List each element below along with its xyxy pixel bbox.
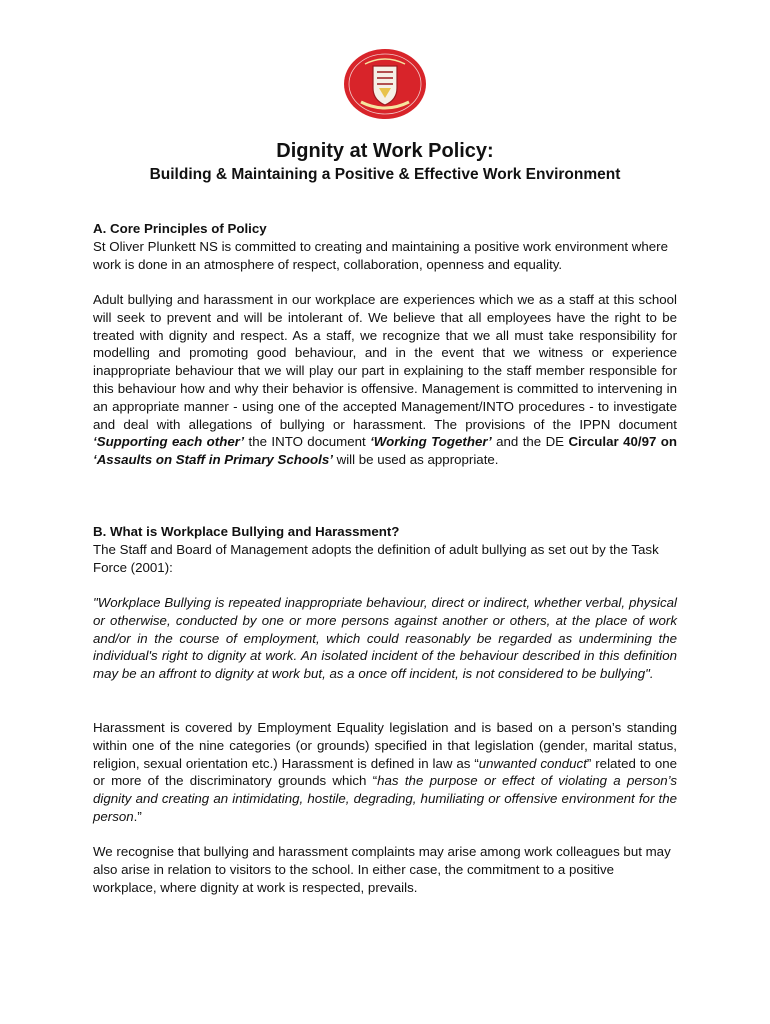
harassment-paragraph-block	[93, 719, 677, 826]
harassment-mid: ” related to one or more of the discriminatory grounds which “	[93, 755, 677, 789]
harassment-text: Harassment is covered by Employment Equality legislation and is based on a person’s standing within one of the nine categories (or grounds) specified in that legislation (gender, marital status, religion, sexual orientation etc.) Harassment is defined in law as “	[93, 720, 677, 771]
para2-mid-1: the INTO document	[244, 434, 371, 450]
ippn-document-ref: ‘Supporting each other’	[93, 434, 245, 450]
bullying-definition-quote-block	[93, 594, 677, 683]
section-a-paragraph-2	[93, 291, 677, 469]
section-b-paragraph-1: The Staff and Board of Management adopts the definition of adult bullying as set out by the Task Force (2001):	[93, 541, 659, 575]
school-crest-logo	[343, 48, 427, 120]
harassment-definition: has the purpose or effect of violating a person’s dignity and creating an intimidating, hostile, degrading, humiliating or offensive environment for the person	[93, 773, 677, 824]
section-a-paragraph-2-block	[93, 291, 677, 469]
circular-ref: Circular 40/97 on	[568, 434, 677, 450]
section-b	[93, 523, 677, 576]
para2-text: Adult bullying and harassment in our workplace are experiences which we as a staff at this school will seek to prevent and will be intolerant of. We believe that all employees have the right to be treated with dignity and respect. As a staff, we recognize that we all must take responsibility for modelling and promoting good behaviour, and in the event that we witness or experience inappropriate behaviour that we will play our part in explaining to the staff member responsible for this behaviour how and why their behavior is offensive. Management is committed to intervening in an appropriate manner - using one of the accepted Management/INTO procedures - to investigate and deal with allegations of bullying or harassment. The provisions of the IPPN document	[93, 292, 677, 432]
section-a-paragraph-1: St Oliver Plunkett NS is committed to creating and maintaining a positive work environment where work is done in an atmosphere of respect, collaboration, openness and equality.	[93, 238, 668, 272]
visitors-paragraph: We recognise that bullying and harassment complaints may arise among work colleagues but may also arise in relation to visitors to the school. In either case, the commitment to a positive workplace, where dignity at work is respected, prevails.	[93, 844, 671, 895]
section-a	[93, 220, 677, 273]
document-subtitle: Building & Maintaining a Positive & Effective Work Environment	[149, 166, 621, 183]
para2-mid-2: and the DE	[491, 434, 569, 450]
unwanted-conduct-term: unwanted conduct	[478, 755, 587, 771]
document-title: Dignity at Work Policy:	[276, 140, 494, 162]
harassment-end: .”	[133, 808, 142, 824]
visitors-paragraph-block	[93, 843, 677, 896]
para2-end: will be used as appropriate.	[332, 452, 499, 468]
into-document-ref: ‘Working Together’	[370, 434, 492, 450]
section-b-heading: B. What is Workplace Bullying and Harassment?	[93, 524, 400, 539]
assaults-doc-ref: ‘Assaults on Staff in Primary Schools’	[93, 452, 333, 468]
section-a-heading: A. Core Principles of Policy	[93, 221, 267, 236]
bullying-definition-quote: "Workplace Bullying is repeated inappropriate behaviour, direct or indirect, whether verbal, physical or otherwise, conducted by one or more persons against another or others, at the place of work and/or in the course of employment, which could reasonably be regarded as undermining the individual's right to dignity at work. An isolated incident of the behaviour described in this definition may be an affront to dignity at work but, as a once off incident, is not considered to be bullying".	[93, 595, 677, 682]
harassment-paragraph	[93, 719, 677, 826]
